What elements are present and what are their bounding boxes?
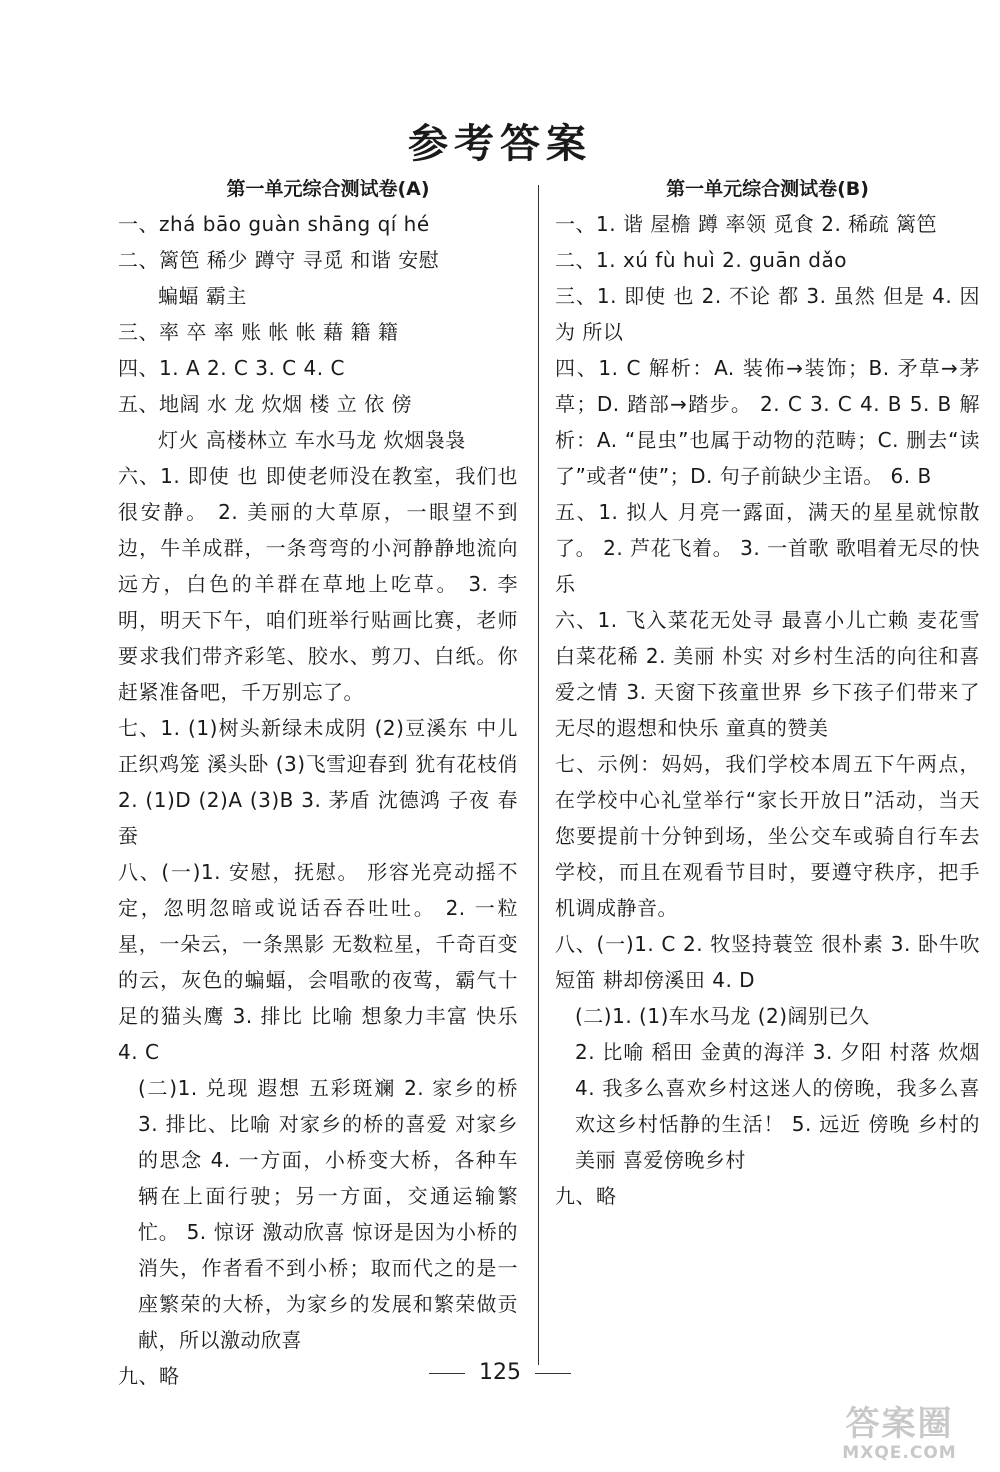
answer-item: 八、(一)1. C 2. 牧竖持蓑笠 很朴素 3. 卧牛吹短笛 耕却傍溪田 4. D (555, 932, 980, 992)
column-divider (538, 185, 539, 1365)
watermark-logo (817, 1405, 982, 1467)
answer-subitem: 2. 比喻 稻田 金黄的海洋 3. 夕阳 村落 炊烟 4. 我多么喜欢乡村这迷人的傍晚，我多么喜欢这乡村恬静的生活！ 5. 远近 傍晚 乡村的美丽 喜爱傍晚乡村 (575, 1040, 980, 1172)
answer-item-continuation: 灯火 高楼林立 车水马龙 炊烟袅袅 (158, 428, 466, 452)
page-number-text: 125 (479, 1360, 521, 1385)
right-column (555, 172, 980, 1214)
answer-item: 一、1. 谐 屋檐 蹲 率领 觅食 2. 稀疏 篱笆 (555, 212, 938, 236)
answer-item: 六、1. 飞入菜花无处寻 最喜小儿亡赖 麦花雪白菜花稀 2. 美丽 朴实 对乡村生活的向往和喜爱之情 3. 天窗下孩童世界 乡下孩子们带来了无尽的遐想和快乐 童真的赞美 (555, 608, 980, 740)
page-number-dash-right (535, 1373, 571, 1374)
answer-item: 四、1. C 解析：A. 装佈→装饰；B. 矛草→茅草；D. 踏部→踏步。 2. C 3. C 4. B 5. B 解析：A. “昆虫”也属于动物的范畴；C. 删去“读了”或者“使”；D. 句子前缺少主语。 6. B (555, 356, 980, 488)
answer-item: 二、1. xú fù huì 2. guān dǎo (555, 248, 847, 272)
answer-item: 八、(一)1. 安慰，抚慰。 形容光亮动摇不定，忽明忽暗或说话吞吞吐吐。 2. 一粒星，一朵云，一条黑影 无数粒星，千奇百变的云，灰色的蝙蝠，会唱歌的夜莺，霸气十足的猫头鹰 3. 排比 比喻 想象力丰富 快乐 4. C (118, 860, 518, 1064)
left-column (118, 172, 518, 1394)
answer-item-continuation: 蝙蝠 霸主 (158, 284, 247, 308)
answer-item: 九、略 (118, 1364, 180, 1388)
answer-item: 五、1. 拟人 月亮一露面，满天的星星就惊散了。 2. 芦花飞着。 3. 一首歌 歌唱着无尽的快乐 (555, 500, 980, 596)
page-number (0, 1360, 1000, 1385)
answer-item: 七、示例：妈妈，我们学校本周五下午两点，在学校中心礼堂举行“家长开放日”活动，当天您要提前十分钟到场，坐公交车或骑自行车去学校，而且在观看节目时，要遵守秩序，把手机调成静音。 (555, 752, 980, 920)
answer-item: 三、率 卒 率 账 帐 帐 藉 籍 籍 (118, 320, 399, 344)
page-number-dash-left (429, 1373, 465, 1374)
watermark-url: MXQE.COM (842, 1443, 957, 1463)
watermark-title: 答案圈 (845, 1404, 954, 1444)
answer-item: 七、1. (1)树头新绿未成阴 (2)豆溪东 中儿正织鸡笼 溪头卧 (3)飞雪迎春到 犹有花枝俏 2. (1)D (2)A (3)B 3. 茅盾 沈德鸿 子夜 春蚕 (118, 716, 518, 848)
left-column-heading: 第一单元综合测试卷(A) (226, 178, 430, 200)
answer-item: 二、篱笆 稀少 蹲守 寻觅 和谐 安慰 (118, 248, 440, 272)
answer-subitem: (二)1. 兑现 遐想 五彩斑斓 2. 家乡的桥 3. 排比、比喻 对家乡的桥的喜爱 对家乡的思念 4. 一方面，小桥变大桥，各种车辆在上面行驶；另一方面，交通运输繁忙。 5. 惊讶 激动欣喜 惊讶是因为小桥的消失，作者看不到小桥；取而代之的是一座繁荣的大桥，为家乡的发展和繁荣做贡献，所以激动欣喜 (138, 1076, 518, 1352)
right-column-heading: 第一单元综合测试卷(B) (666, 178, 869, 200)
answer-item: 九、略 (555, 1184, 617, 1208)
answer-item: 三、1. 即使 也 2. 不论 都 3. 虽然 但是 4. 因为 所以 (555, 284, 980, 344)
page-title: 参考答案 (408, 120, 592, 167)
answer-item: 一、zhá bāo guàn shāng qí hé (118, 212, 430, 236)
answer-subitem: (二)1. (1)车水马龙 (2)阔别已久 (575, 1004, 870, 1028)
answer-item: 六、1. 即使 也 即使老师没在教室，我们也很安静。 2. 美丽的大草原，一眼望不到边，牛羊成群，一条弯弯的小河静静地流向远方，白色的羊群在草地上吃草。 3. 李明，明天下午，咱们班举行贴画比赛，老师要求我们带齐彩笔、胶水、剪刀、白纸。你赶紧准备吧，千万别忘了。 (118, 464, 518, 704)
answer-item: 五、地阔 水 龙 炊烟 楼 立 依 傍 (118, 392, 413, 416)
answer-item: 四、1. A 2. C 3. C 4. C (118, 356, 345, 380)
